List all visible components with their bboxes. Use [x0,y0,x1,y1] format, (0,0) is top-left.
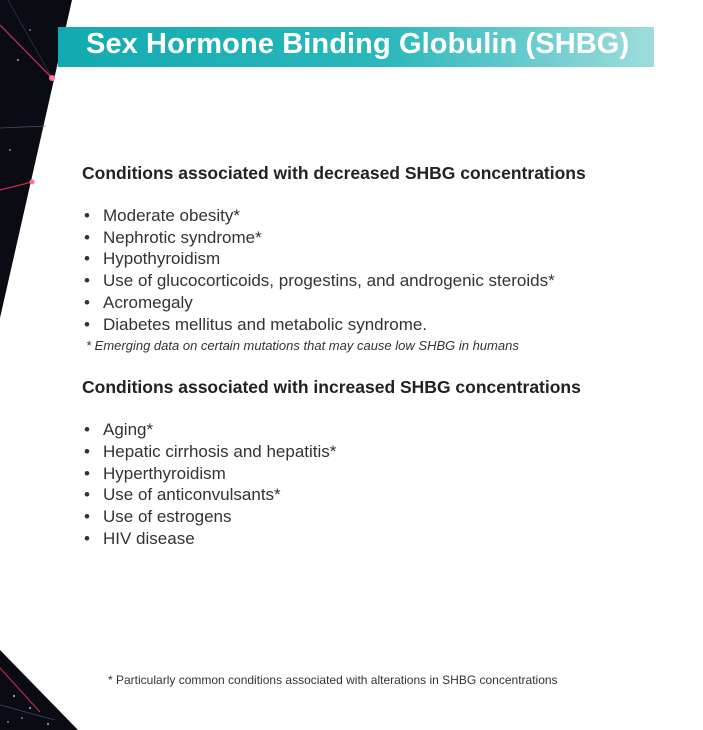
list-item-text: Use of estrogens [103,507,232,527]
list-item-text: Hyperthyroidism [103,463,226,483]
list-item-text: HIV disease [103,528,195,548]
list-item-text: Hypothyroidism [103,249,221,269]
list-item [82,441,662,463]
mutation-note: * Emerging data on certain mutations that may cause low SHBG in humans [86,338,519,354]
bullet-icon: • [84,314,90,334]
list-item [82,528,662,550]
list-item [82,205,662,227]
list-item-text: Diabetes mellitus and metabolic syndrome. [103,314,428,334]
list-item [82,506,662,528]
decreased-list [82,205,662,335]
bullet-icon: • [84,249,90,269]
list-item-text: Nephrotic syndrome* [103,227,262,247]
list-item-text: Moderate obesity* [103,206,241,225]
list-item [82,248,662,270]
decreased-heading: Conditions associated with decreased SHBG concentrations [82,163,586,183]
list-item-text: Aging* [103,420,154,440]
bottom-left-decoration [0,650,80,730]
list-item-text: Use of glucocorticoids, progestins, and androgenic steroids* [103,271,555,291]
bullet-icon: • [84,528,90,548]
bullet-icon: • [84,485,90,505]
list-item-text: Acromegaly [103,292,193,312]
bullet-icon: • [84,206,90,225]
page-title: Sex Hormone Binding Globulin (SHBG) [86,28,630,60]
list-item [82,292,662,314]
bullet-icon: • [84,507,90,527]
list-item [82,314,662,336]
title-banner [58,27,654,67]
footnote: * Particularly common conditions associated with alterations in SHBG concentrations [108,673,558,687]
main-content [82,161,662,549]
list-item-text: Use of anticonvulsants* [103,485,281,505]
bullet-icon: • [84,227,90,247]
bullet-icon: • [84,271,90,291]
increased-list [82,419,662,549]
list-item [82,463,662,485]
list-item [82,270,662,292]
bullet-icon: • [84,292,90,312]
increased-heading: Conditions associated with increased SHBG concentrations [82,377,581,398]
bullet-icon: • [84,463,90,483]
list-item [82,484,662,506]
list-item [82,419,662,441]
bullet-icon: • [84,441,90,461]
list-item-text: Hepatic cirrhosis and hepatitis* [103,441,337,461]
list-item [82,227,662,249]
bullet-icon: • [84,420,90,440]
